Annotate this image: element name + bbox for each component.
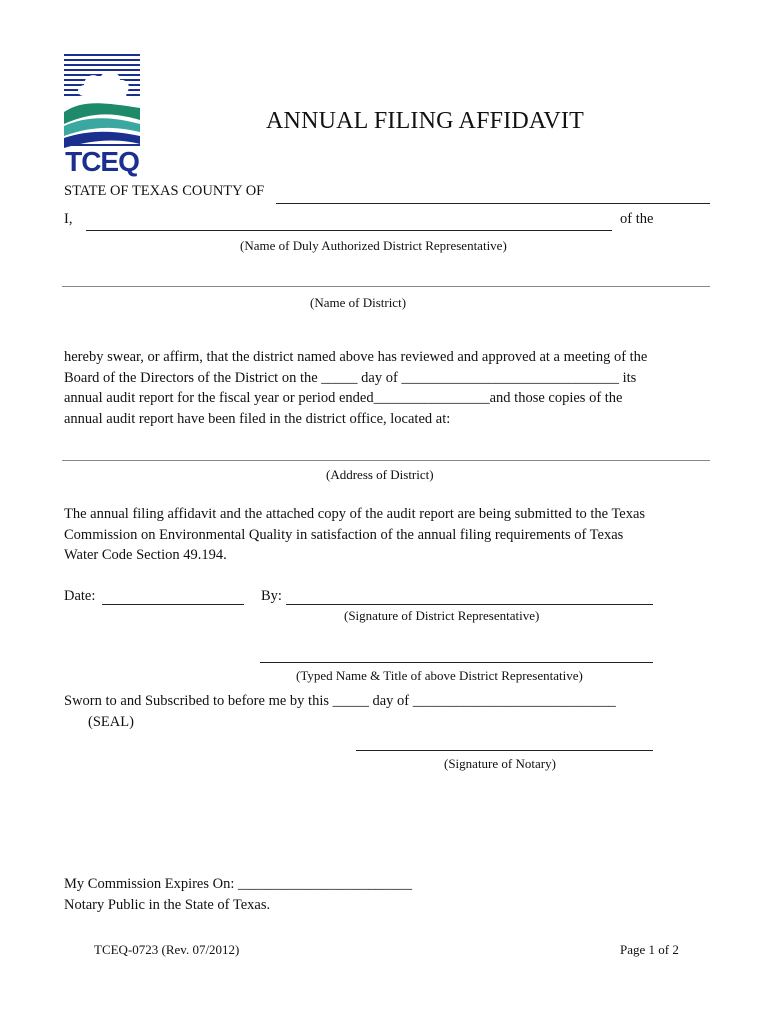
document-title: ANNUAL FILING AFFIDAVIT	[266, 108, 584, 134]
signature-representative-caption: (Signature of District Representative)	[344, 608, 540, 623]
i-label: I,	[64, 211, 73, 227]
representative-caption: (Name of Duly Authorized District Representative)	[240, 238, 507, 253]
notary-signature-field[interactable]	[356, 750, 653, 751]
notary-caption: (Signature of Notary)	[444, 756, 556, 771]
date-field[interactable]	[102, 604, 244, 605]
oath-line: Board of the Directors of the District on the _____ day of ______________________________ its	[64, 369, 637, 386]
district-caption: (Name of District)	[310, 295, 407, 310]
form-id: TCEQ-0723 (Rev. 07/2012)	[94, 942, 240, 957]
tceq-logo	[62, 52, 142, 176]
commission-text: My Commission Expires On: ________________________	[64, 876, 413, 892]
district-name-field[interactable]	[62, 286, 710, 287]
date-label: Date:	[64, 588, 96, 604]
signature-representative-field[interactable]	[286, 604, 653, 605]
county-label: STATE OF TEXAS COUNTY OF	[64, 183, 265, 199]
address-caption: (Address of District)	[326, 467, 434, 482]
county-field[interactable]	[276, 203, 710, 204]
page-number: Page 1 of 2	[620, 942, 679, 957]
submission-line: Water Code Section 49.194.	[64, 547, 227, 564]
by-label: By:	[261, 588, 282, 604]
oath-line: hereby swear, or affirm, that the district named above has reviewed and approved at a meeting of the	[64, 349, 648, 365]
oath-paragraph	[64, 347, 704, 430]
notary-public-text: Notary Public in the State of Texas.	[64, 897, 271, 913]
submission-line: The annual filing affidavit and the attached copy of the audit report are being submitted to the Texas	[64, 506, 646, 522]
submission-line: Commission on Environmental Quality in satisfaction of the annual filing requirements of Texas	[64, 526, 624, 543]
representative-name-field[interactable]	[86, 230, 612, 231]
seal-label: (SEAL)	[88, 714, 134, 730]
oath-line: annual audit report have been filed in the district office, located at:	[64, 411, 451, 428]
typed-name-field[interactable]	[260, 662, 653, 663]
typed-name-caption: (Typed Name & Title of above District Representative)	[296, 668, 583, 683]
sworn-text: Sworn to and Subscribed to before me by this _____ day of ____________________________	[64, 693, 616, 709]
oath-line: annual audit report for the fiscal year or period ended________________and those copies of the	[64, 390, 623, 407]
of-the-label: of the	[620, 211, 654, 227]
address-field[interactable]	[62, 460, 710, 461]
submission-paragraph	[64, 504, 704, 566]
logo-text: TCEQ	[65, 146, 139, 177]
